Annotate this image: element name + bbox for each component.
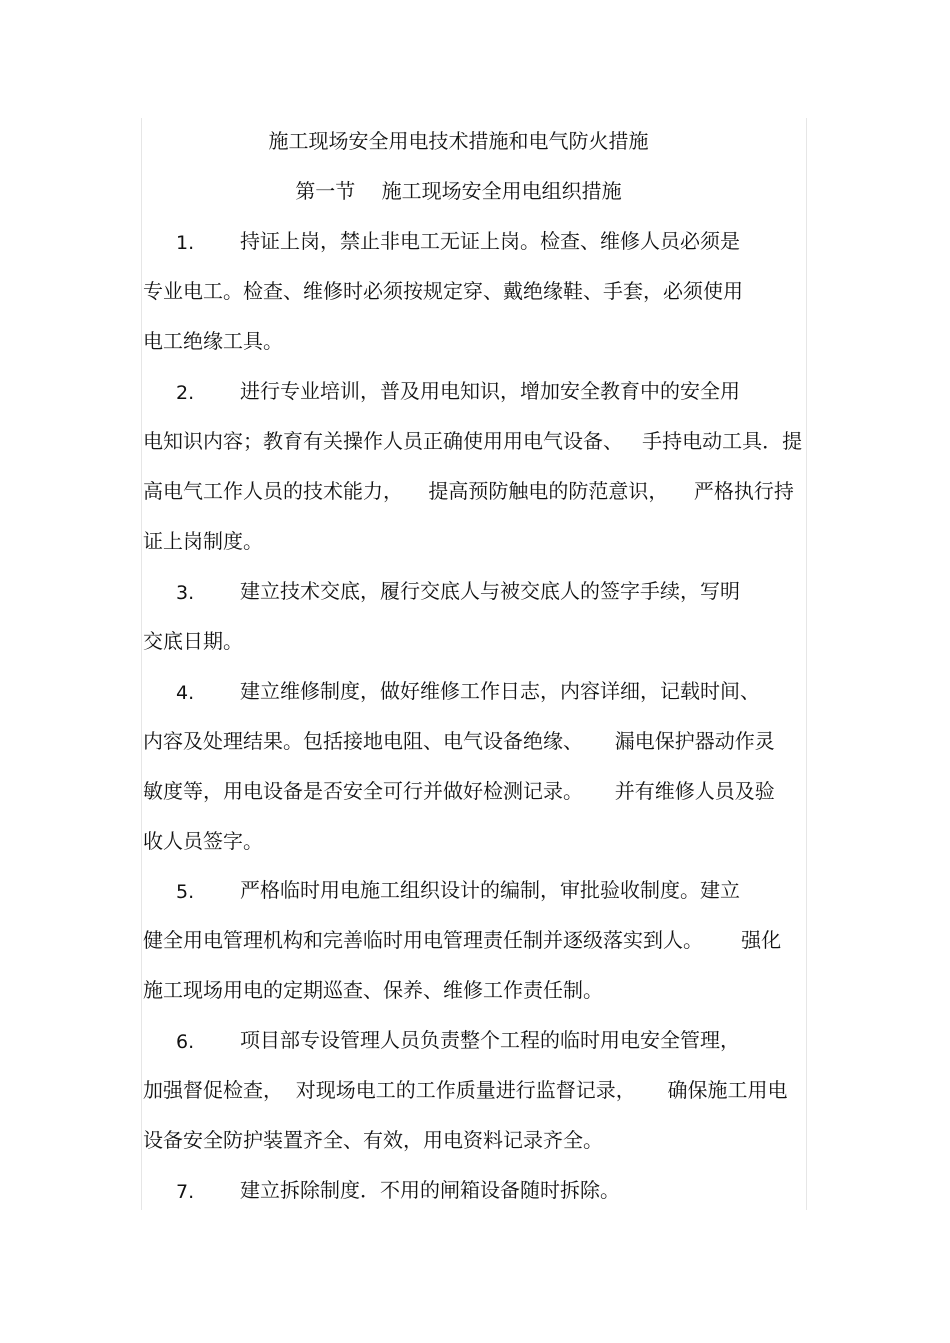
item-line: 建立维修制度，做好维修工作日志，内容详细，记载时间、 bbox=[240, 679, 760, 703]
item-line: 专业电工。检查、维修时必须按规定穿、戴绝缘鞋、手套，必须使用 bbox=[143, 279, 743, 303]
item-number: 6. bbox=[176, 1031, 195, 1053]
item-number: 1. bbox=[176, 232, 195, 254]
item-line: 收人员签字。 bbox=[143, 829, 263, 853]
item-number: 3. bbox=[176, 582, 195, 604]
item-line: 建立技术交底，履行交底人与被交底人的签字手续，写明 bbox=[240, 579, 740, 603]
item-line: 高电气工作人员的技术能力， 提高预防触电的防范意识， 严格执行持 bbox=[143, 479, 794, 503]
item-number: 7. bbox=[176, 1181, 195, 1203]
item-line: 进行专业培训，普及用电知识，增加安全教育中的安全用 bbox=[240, 379, 740, 403]
item-line: 设备安全防护装置齐全、有效，用电资料记录齐全。 bbox=[143, 1128, 603, 1152]
item-line: 证上岗制度。 bbox=[143, 529, 263, 553]
item-line: 内容及处理结果。包括接地电阻、电气设备绝缘、 漏电保护器动作灵 bbox=[143, 729, 775, 753]
left-margin-line bbox=[141, 118, 142, 1210]
item-line: 健全用电管理机构和完善临时用电管理责任制并逐级落实到人。 强化 bbox=[143, 928, 782, 952]
item-line: 交底日期。 bbox=[143, 629, 243, 653]
item-line: 严格临时用电施工组织设计的编制，审批验收制度。建立 bbox=[240, 878, 740, 902]
item-line: 加强督促检查， 对现场电工的工作质量进行监督记录， 确保施工用电 bbox=[143, 1078, 788, 1102]
item-number: 4. bbox=[176, 682, 195, 704]
item-line: 施工现场用电的定期巡查、保养、维修工作责任制。 bbox=[143, 978, 603, 1002]
item-number: 2. bbox=[176, 382, 195, 404]
item-number: 5. bbox=[176, 881, 195, 903]
item-line: 电工绝缘工具。 bbox=[143, 329, 283, 353]
item-line: 建立拆除制度．不用的闸箱设备随时拆除。 bbox=[240, 1178, 620, 1202]
item-line: 持证上岗，禁止非电工无证上岗。检查、维修人员必须是 bbox=[240, 229, 740, 253]
item-line: 电知识内容；教育有关操作人员正确使用用电气设备、 手持电动工具．提 bbox=[143, 429, 803, 453]
document-title: 施工现场安全用电技术措施和电气防火措施 bbox=[268, 129, 649, 153]
item-line: 敏度等，用电设备是否安全可行并做好检测记录。 并有维修人员及验 bbox=[143, 779, 775, 803]
section-heading: 第一节 施工现场安全用电组织措施 bbox=[295, 179, 622, 203]
right-margin-line bbox=[806, 118, 807, 1210]
item-line: 项目部专设管理人员负责整个工程的临时用电安全管理， bbox=[240, 1028, 740, 1052]
